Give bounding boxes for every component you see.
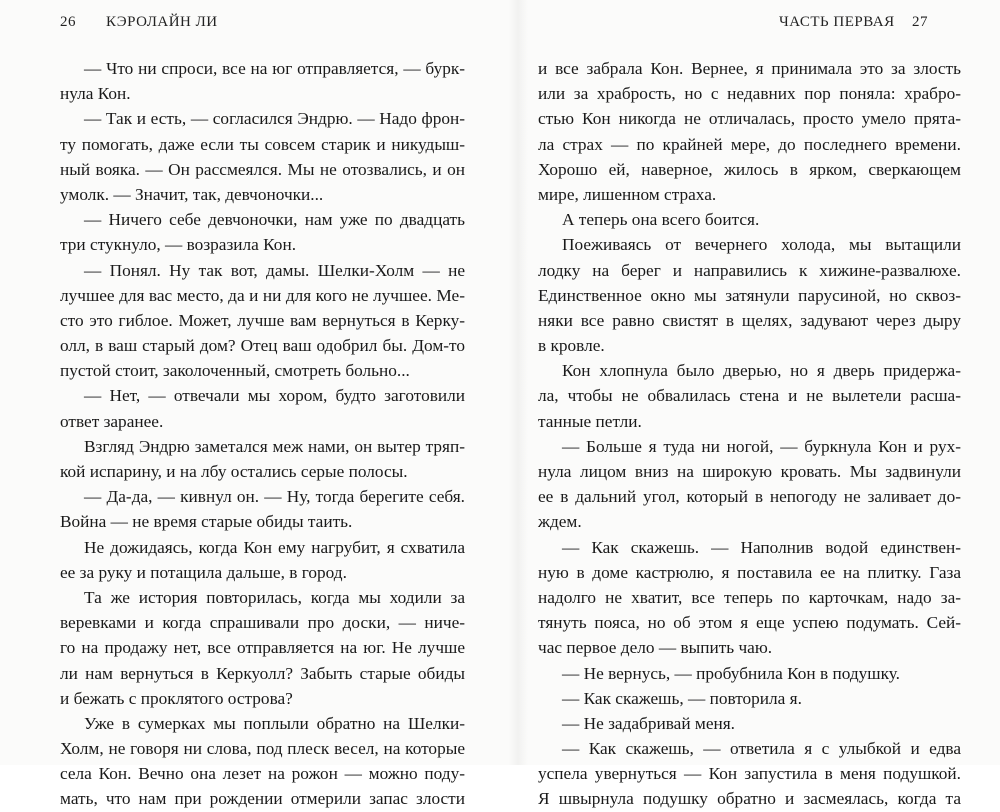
text-line: ла страх — по крайней мере, до последнего времени. — [538, 134, 961, 154]
text-line: Я швырнула подушку обратно и засмеялась, когда та — [538, 789, 961, 809]
text-line: — Ничего себе девчоночки, нам уже по двадцать — [84, 210, 465, 230]
text-line: лодку на берег и направились к хижине-развалюхе. — [538, 260, 961, 280]
text-line: Поеживаясь от вечернего холода, мы вытащили — [562, 235, 961, 255]
text-line: успела увернуться — Кон запустила в меня подушкой. — [538, 764, 961, 784]
text-line: Не дожидаясь, когда Кон ему нагрубит, я схватила — [84, 537, 465, 557]
text-line: няки все равно свистят в щелях, задувают через дыру — [538, 310, 961, 330]
text-line: мать, что нам при рождении отмерили запас злости — [60, 789, 465, 809]
right-page-number: 27 — [912, 14, 928, 30]
text-line: в кровле. — [538, 336, 605, 356]
text-line: стью Кон никогда не отличалась, просто умело прята- — [538, 109, 961, 129]
text-line: ла, чтобы не обвалилась стена и не вылетели расша- — [538, 386, 961, 406]
text-line: — Как скажешь, — ответила я с улыбкой и едва — [562, 739, 961, 759]
text-line: и бежать с проклятого острова? — [60, 688, 293, 708]
left-running-title: КЭРОЛАЙН ЛИ — [106, 14, 218, 30]
text-line: — Как скажешь, — повторила я. — [562, 688, 802, 708]
text-line: пустой стоит, заколоченный, смотреть больно... — [60, 361, 410, 381]
text-line: Хорошо ей, наверное, жилось в ярком, сверкающем — [538, 159, 961, 179]
text-line: — Что ни спроси, все на юг отправляется, — бурк- — [84, 59, 465, 78]
text-line: Единственное окно мы затянули парусиной, но сквоз- — [538, 285, 961, 305]
text-line: три стукнуло, — возразила Кон. — [60, 235, 297, 255]
right-page-text — [538, 56, 961, 812]
text-line: тянуть пояса, но об этом я еще успею подумать. Сей- — [538, 613, 961, 633]
text-line: А теперь она всего боится. — [562, 210, 760, 230]
text-line: — Нет, — отвечали мы хором, будто заготовили — [84, 386, 465, 406]
text-line: ту помогать, даже если ты совсем старик и никудыш- — [60, 134, 465, 154]
text-line: и все забрала Кон. Вернее, я принимала это за злость — [538, 59, 961, 78]
text-line: веревками и когда спрашивали про доски, — ниче- — [60, 613, 465, 633]
text-line: Война — не время старые обиды таить. — [60, 512, 353, 532]
text-line: кой испарину, и на лбу остались серые полосы. — [60, 462, 408, 481]
text-line: — Не вернусь, — пробубнила Кон в подушку. — [562, 663, 900, 683]
text-line: ный вояка. — Он рассмеялся. Мы не отозвались, и он — [60, 159, 465, 179]
text-line: ли нам вернуться в Керкуолл? Забыть старые обиды — [60, 663, 465, 683]
left-page-number: 26 — [60, 14, 76, 30]
text-line: или за храбрость, но с недавних пор поняла: храбро- — [538, 84, 961, 104]
right-running-title: ЧАСТЬ ПЕРВАЯ — [779, 14, 895, 30]
text-line: лучшее для вас место, да и ни для кого не лучшее. Ме- — [60, 285, 465, 305]
text-line: — Как скажешь. — Наполнив водой единствен- — [562, 537, 961, 557]
text-line: Кон хлопнула было дверью, но я дверь придержа- — [562, 361, 961, 381]
text-line: олл, в ваш старый дом? Отец ваш одобрил бы. Дом-то — [60, 336, 465, 356]
text-line: ную в доме кастрюлю, я поставила ее на плитку. Газа — [538, 562, 961, 582]
text-line: час первое дело — выпить чаю. — [538, 638, 773, 658]
text-line: Уже в сумерках мы поплыли обратно на Шелки- — [84, 713, 465, 733]
text-line: — Да-да, — кивнул он. — Ну, тогда берегите себя. — [84, 487, 465, 507]
text-line: — Не задабривай меня. — [562, 713, 736, 733]
text-line: нула Кон. — [60, 84, 131, 104]
right-page — [520, 0, 1000, 809]
text-line: ждем. — [538, 512, 582, 532]
text-line: ее за руку и потащила дальше, в город. — [60, 562, 347, 582]
text-line: нула лицом вниз на широкую кровать. Мы задвинули — [538, 462, 961, 481]
text-line: Та же история повторилась, когда мы ходили за — [84, 587, 465, 607]
text-line: Взгляд Эндрю заметался меж нами, он вытер тряп- — [84, 436, 465, 456]
text-line: — Больше я туда ни ногой, — буркнула Кон и рух- — [562, 436, 961, 456]
text-line: ответ заранее. — [60, 411, 164, 431]
text-line: — Понял. Ну так вот, дамы. Шелки-Холм — не — [84, 260, 465, 280]
left-page-text — [60, 56, 465, 812]
text-line: Холм, не говоря ни слова, под плеск весел, на которые — [60, 739, 465, 759]
text-line: танные петли. — [538, 411, 642, 431]
text-line: села Кон. Вечно она лезет на рожон — можно поду- — [60, 764, 465, 784]
text-line: умолк. — Значит, так, девчоночки... — [60, 184, 324, 204]
text-line: ее в дальний угол, который в непогоду не заливает до- — [538, 487, 961, 507]
text-line: надолго не хватит, все теперь по карточкам, надо за- — [538, 587, 961, 607]
text-line: мире, лишенном страха. — [538, 184, 717, 204]
text-line: сто это гиблое. Может, лучше вам вернуться в Керку- — [60, 310, 465, 330]
text-line: го на продажу нет, все отправляется на юг. Не лучше — [60, 638, 465, 658]
text-line: — Так и есть, — согласился Эндрю. — Надо фрон- — [84, 109, 465, 129]
